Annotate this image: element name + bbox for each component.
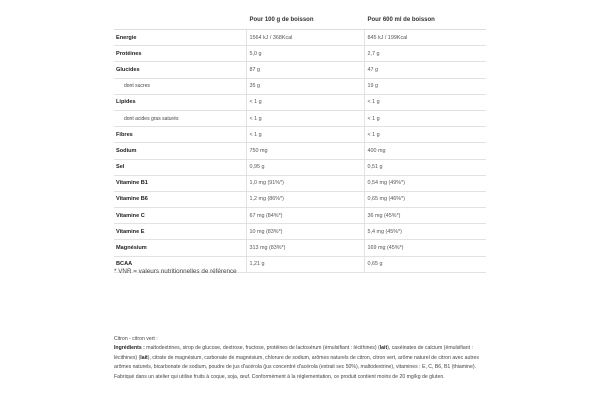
nutrient-name: Sodium: [114, 143, 246, 159]
value-per-600ml: 36 mg (45%*): [364, 208, 486, 224]
header-nutrient: [114, 10, 246, 30]
value-per-600ml: 400 mg: [364, 143, 486, 159]
ingredients-part: maltodextrines, sirop de glucose, dextrose, fructose, protéines de lactosérum (émulsifiant : lécithines) (: [144, 345, 380, 352]
nutrient-name: Lipides: [114, 94, 246, 110]
value-per-600ml: < 1 g: [364, 110, 486, 126]
table-row: [114, 143, 486, 159]
ingredients-section: [114, 335, 494, 382]
nutrient-name: Protéines: [114, 46, 246, 62]
allergen-milk: lait: [140, 354, 148, 361]
table-row: [114, 175, 486, 191]
table-body: [114, 30, 486, 273]
ingredients-label: Ingrédients :: [114, 345, 145, 352]
nutrient-name: Glucides: [114, 62, 246, 78]
nutrient-name: Vitamine C: [114, 208, 246, 224]
ingredients-part: ), caséinates de calcium (émulsifiant : lécithines) (: [114, 345, 473, 361]
table-row: [114, 62, 486, 78]
nutrient-name: Vitamine B6: [114, 191, 246, 207]
table-row: [114, 159, 486, 175]
value-per-100g: 0,95 g: [246, 159, 364, 175]
value-per-600ml: 169 mg (45%*): [364, 240, 486, 256]
nutrient-name: Vitamine B1: [114, 175, 246, 191]
value-per-600ml: 845 kJ / 199Kcal: [364, 30, 486, 46]
value-per-100g: 10 mg (83%*): [246, 224, 364, 240]
nutrient-name: Energie: [114, 30, 246, 46]
value-per-100g: 5,0 g: [246, 46, 364, 62]
table-row: [114, 46, 486, 62]
value-per-100g: 1,21 g: [246, 256, 364, 272]
value-per-100g: 750 mg: [246, 143, 364, 159]
nutrient-name: Vitamine E: [114, 224, 246, 240]
value-per-600ml: 47 g: [364, 62, 486, 78]
value-per-100g: 35 g: [246, 78, 364, 94]
value-per-600ml: 0,65 mg (46%*): [364, 191, 486, 207]
header-per-600ml: Pour 600 ml de boisson: [364, 10, 486, 30]
value-per-100g: 1,2 mg (86%*): [246, 191, 364, 207]
value-per-100g: 1,0 mg (91%*): [246, 175, 364, 191]
table-row: [114, 127, 486, 143]
value-per-100g: 67 mg (84%*): [246, 208, 364, 224]
table-row: [114, 94, 486, 110]
table-row: [114, 208, 486, 224]
value-per-100g: < 1 g: [246, 127, 364, 143]
value-per-600ml: 2,7 g: [364, 46, 486, 62]
value-per-600ml: 0,51 g: [364, 159, 486, 175]
flavor-label: Citron - citron vert :: [114, 336, 158, 342]
table-row: [114, 240, 486, 256]
nutrient-name: dont sucres: [114, 78, 246, 94]
value-per-600ml: < 1 g: [364, 127, 486, 143]
table-header-row: [114, 10, 486, 30]
table-row: [114, 30, 486, 46]
value-per-100g: 313 mg (83%*): [246, 240, 364, 256]
table-row: [114, 110, 486, 126]
header-per-100g: Pour 100 g de boisson: [246, 10, 364, 30]
nutrient-name: Fibres: [114, 127, 246, 143]
table-row: [114, 224, 486, 240]
nutrient-name: Sel: [114, 159, 246, 175]
ingredients-part: ), citrate de magnésium, carbonate de magnésium, chlorure de sodium, arômes naturels de citron, citron vert, arôme naturel de citron avec autres arômes naturels, bicarbonate de sodium, poudre de jus d'acérola (jus concentré d'acérola (extrait sec 50%), maltodextrine), vitamines : E, C, B6, B1 (thiamine). Fabriqué dans un atelier qui utilise fruits à coque, soja, œuf. Conformément à la réglementation, ce produit contient moins de 20 mg/kg de gluten.: [114, 354, 479, 380]
table-row: [114, 191, 486, 207]
value-per-100g: 1564 kJ / 368Kcal: [246, 30, 364, 46]
allergen-milk: lait: [379, 345, 388, 352]
nutrition-table: [114, 10, 486, 273]
nutrient-name: BCAA: [114, 256, 246, 272]
nutrient-name: dont acides gras saturés: [114, 110, 246, 126]
ingredients-text: [114, 344, 494, 382]
nutrient-name: Magnésium: [114, 240, 246, 256]
vnr-footnote: * VNR = valeurs nutritionnelles de référence: [114, 268, 237, 275]
value-per-100g: < 1 g: [246, 110, 364, 126]
table-row: [114, 78, 486, 94]
value-per-600ml: < 1 g: [364, 94, 486, 110]
value-per-100g: 87 g: [246, 62, 364, 78]
value-per-600ml: 0,65 g: [364, 256, 486, 272]
value-per-600ml: 19 g: [364, 78, 486, 94]
value-per-100g: < 1 g: [246, 94, 364, 110]
value-per-600ml: 5,4 mg (45%*): [364, 224, 486, 240]
value-per-600ml: 0,54 mg (49%*): [364, 175, 486, 191]
